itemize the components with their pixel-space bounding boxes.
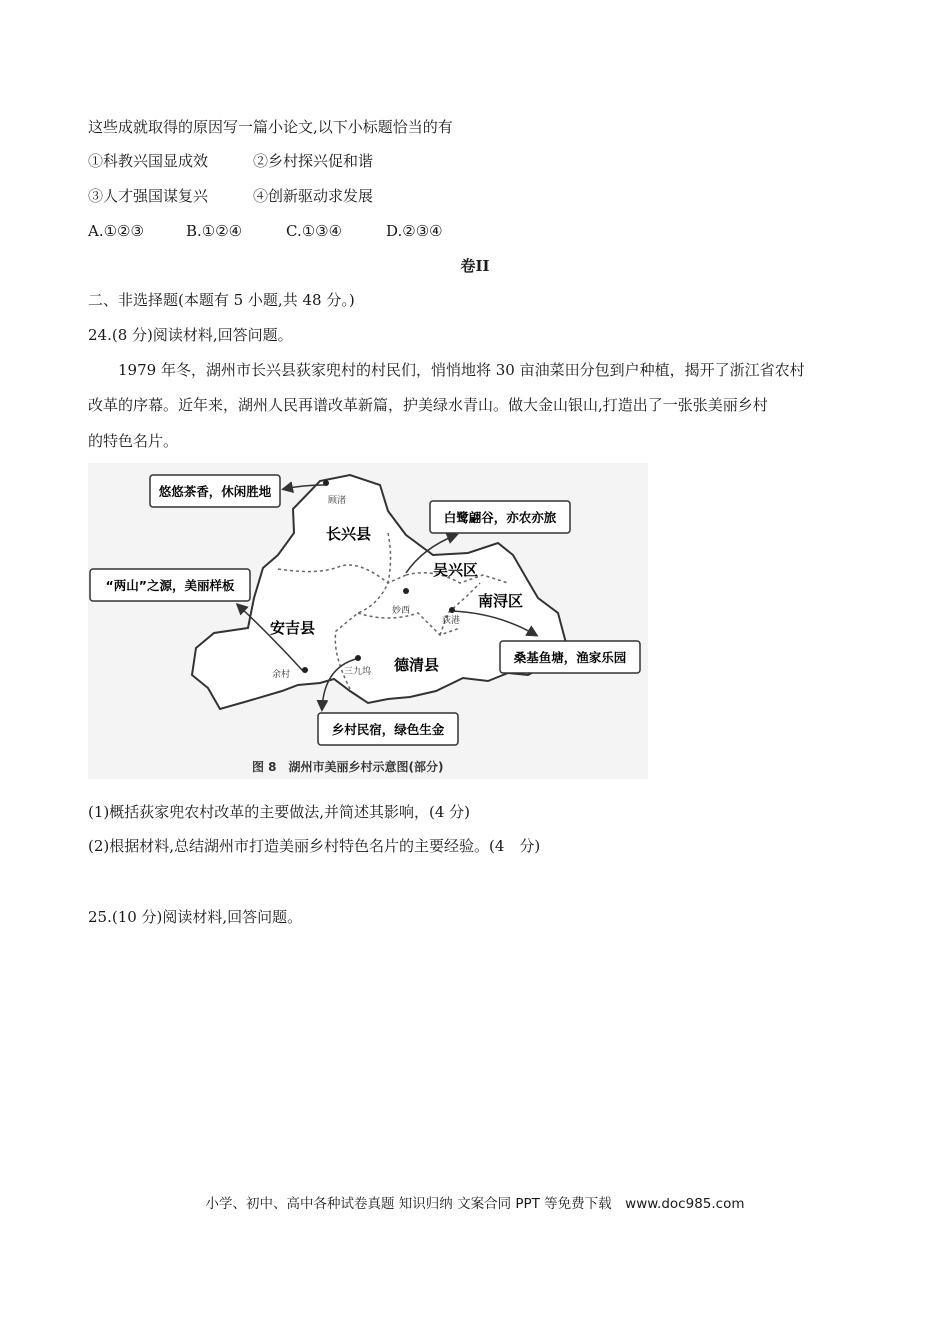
dot-digang bbox=[449, 607, 455, 613]
place-miaoxi: 妙西 bbox=[392, 606, 411, 616]
county-deqing: 德清县 bbox=[394, 656, 440, 674]
footer-text: 小学、初中、高中各种试卷真题 知识归纳 文案合同 PPT 等免费下载 www.doc985.com bbox=[205, 1196, 745, 1212]
q24-material-line-1: 1979 年冬，湖州市长兴县荻家兜村的村民们，悄悄地将 30 亩油菜田分包到户种植，揭开了浙江省农村 bbox=[118, 361, 805, 379]
county-nanxun: 南浔区 bbox=[478, 592, 524, 610]
q24-header: 24.(8 分)阅读材料,回答问题。 bbox=[88, 326, 293, 344]
svg-text:“两山”之源，美丽样板: “两山”之源，美丽样板 bbox=[105, 578, 235, 593]
answer-c: C.①③④ bbox=[286, 222, 343, 240]
q24-material-line-3: 的特色名片。 bbox=[88, 432, 179, 450]
answer-d: D.②③④ bbox=[386, 222, 443, 240]
answer-options bbox=[88, 221, 443, 241]
q24-sub1: (1)概括荻家兜农村改革的主要做法,并简述其影响，(4 分) bbox=[88, 803, 471, 821]
answer-a: A.①②③ bbox=[88, 222, 144, 240]
question-tail: 这些成就取得的原因写一篇小论文,以下小标题恰当的有 bbox=[88, 118, 453, 136]
q24-material-line-2: 改革的序幕。近年来，湖州人民再谱改革新篇，护美绿水青山。做大金山银山,打造出了一张张美丽乡村 bbox=[88, 396, 768, 414]
dot-guzhu bbox=[323, 480, 329, 486]
svg-text:悠悠茶香，休闲胜地: 悠悠茶香，休闲胜地 bbox=[158, 484, 272, 499]
item-4: ④创新驱动求发展 bbox=[253, 187, 374, 205]
answer-b: B.①②④ bbox=[186, 222, 243, 240]
county-changxing: 长兴县 bbox=[326, 525, 372, 543]
box-anji bbox=[90, 569, 250, 601]
county-anji: 安吉县 bbox=[270, 619, 316, 637]
item-2: ②乡村探兴促和谐 bbox=[253, 152, 374, 170]
place-yucun: 余村 bbox=[272, 670, 291, 680]
svg-text:白鹭翩谷，亦农亦旅: 白鹭翩谷，亦农亦旅 bbox=[443, 510, 557, 525]
dot-sanjiuwu bbox=[355, 655, 361, 661]
box-wuxing bbox=[430, 501, 570, 533]
volume-title: 卷II bbox=[460, 257, 490, 275]
items-row-1 bbox=[88, 151, 373, 171]
place-digang: 荻港 bbox=[442, 616, 461, 626]
svg-text:桑基鱼塘，渔家乐园: 桑基鱼塘，渔家乐园 bbox=[513, 650, 627, 665]
place-guzhu: 顾渚 bbox=[328, 496, 347, 506]
map-caption: 图 8 湖州市美丽乡村示意图(部分) bbox=[252, 760, 444, 774]
huzhou-village-map bbox=[88, 463, 648, 779]
dot-miaoxi bbox=[403, 588, 409, 594]
section-title: 二、非选择题(本题有 5 小题,共 48 分。) bbox=[88, 291, 355, 309]
svg-text:乡村民宿，绿色生金: 乡村民宿，绿色生金 bbox=[331, 722, 445, 737]
q24-sub2: (2)根据材料,总结湖州市打造美丽乡村特色名片的主要经验。(4 分) bbox=[88, 837, 541, 855]
place-sanjiuwu: 三九坞 bbox=[344, 667, 372, 677]
box-deqing bbox=[318, 713, 458, 745]
county-wuxing: 吴兴区 bbox=[433, 561, 479, 579]
box-nanxun bbox=[500, 641, 640, 673]
dot-yucun bbox=[302, 667, 308, 673]
item-3: ③人才强国谋复兴 bbox=[88, 187, 209, 205]
box-changxing bbox=[150, 475, 280, 507]
item-1: ①科教兴国显成效 bbox=[88, 152, 209, 170]
q25-header: 25.(10 分)阅读材料,回答问题。 bbox=[88, 908, 303, 926]
items-row-2 bbox=[88, 186, 373, 206]
